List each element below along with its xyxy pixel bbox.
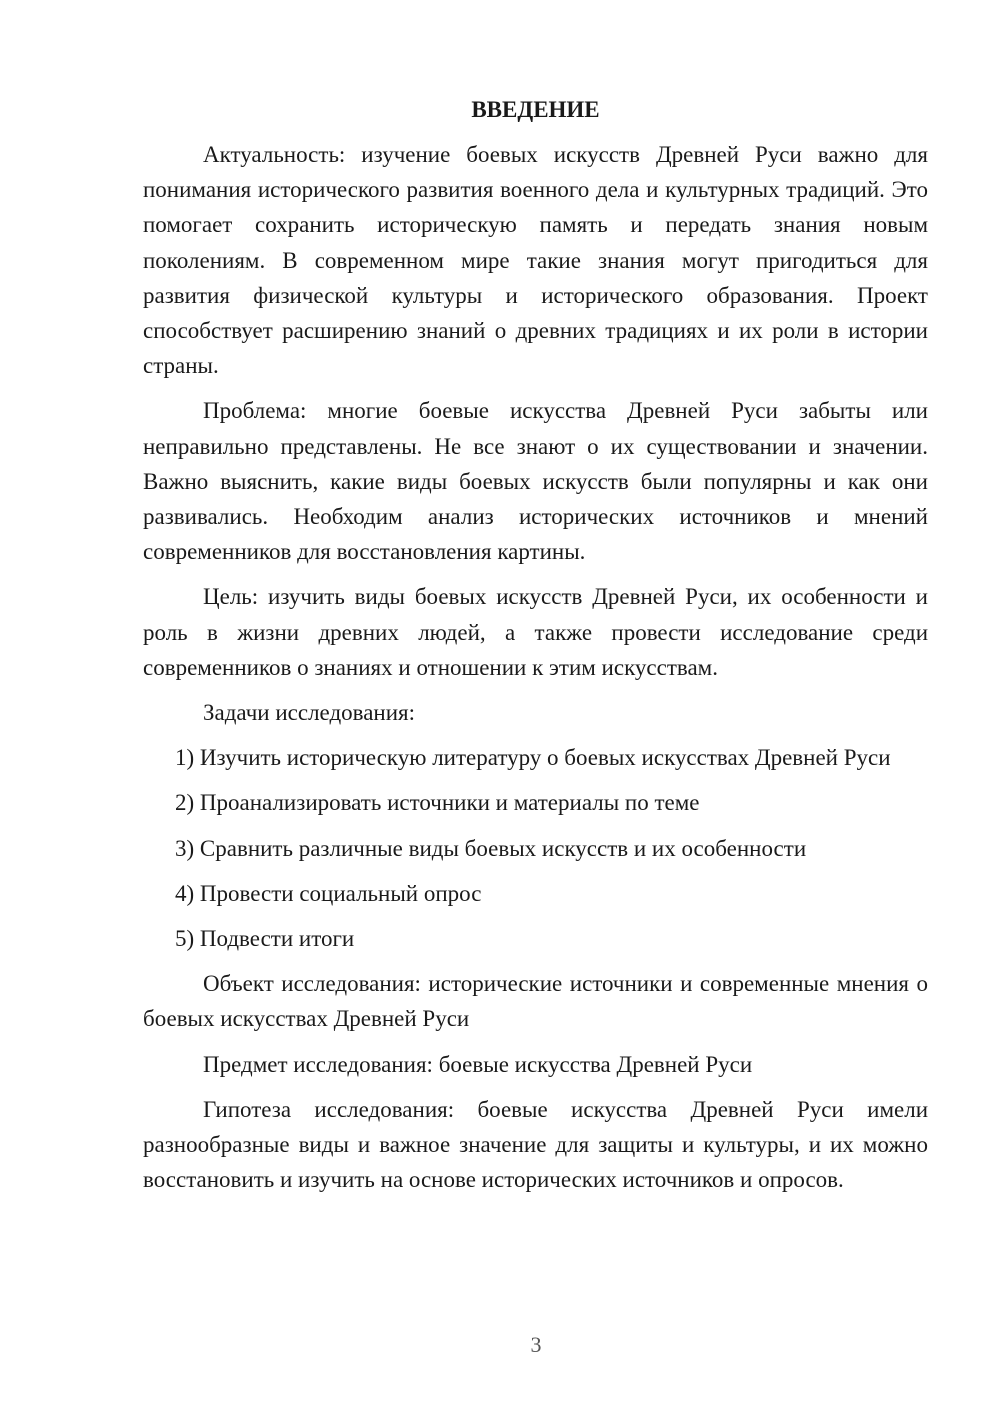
- task-item-3: 3) Сравнить различные виды боевых искусств и их особенности: [175, 835, 807, 861]
- task-item-4: 4) Провести социальный опрос: [175, 880, 482, 906]
- page-number: 3: [530, 1332, 542, 1357]
- problem-paragraph: Проблема: многие боевые искусства Древней Руси забыты или неправильно представлены. Не все знают о их существовании и значении. Важно выяснить, какие виды боевых искусств были популярны и как они развивались. Необходим анализ исторических источников и мнений современников для восстановления картины.: [143, 398, 928, 565]
- section-heading: ВВЕДЕНИЕ: [471, 97, 600, 122]
- task-item-1: 1) Изучить историческую литературу о боевых искусствах Древней Руси: [175, 745, 891, 771]
- research-subject-paragraph: Предмет исследования: боевые искусства Древней Руси: [203, 1051, 753, 1077]
- task-item-2: 2) Проанализировать источники и материалы по теме: [175, 790, 700, 816]
- tasks-label: Задачи исследования:: [203, 700, 416, 726]
- task-item-5: 5) Подвести итоги: [175, 926, 355, 952]
- goal-paragraph: Цель: изучить виды боевых искусств Древней Руси, их особенности и роль в жизни древних людей, а также провести исследование среди современников о знаниях и отношении к этим искусствам.: [143, 584, 928, 680]
- hypothesis-paragraph: Гипотеза исследования: боевые искусства Древней Руси имели разнообразные виды и важное значение для защиты и культуры, и их можно восстановить и изучить на основе исторических источников и опросов.: [143, 1096, 928, 1193]
- relevance-paragraph: Актуальность: изучение боевых искусств Древней Руси важно для понимания исторического развития военного дела и культурных традиций. Это помогает сохранить историческую память и передать знания новым поколениям. В современном мире такие знания могут пригодиться для развития физической культуры и исторического образования. Проект способствует расширению знаний о древних традициях и их роли в истории страны.: [143, 142, 928, 379]
- research-object-paragraph: Объект исследования: исторические источники и современные мнения о боевых искусствах Древней Руси: [143, 971, 928, 1032]
- page-content: [143, 92, 928, 1207]
